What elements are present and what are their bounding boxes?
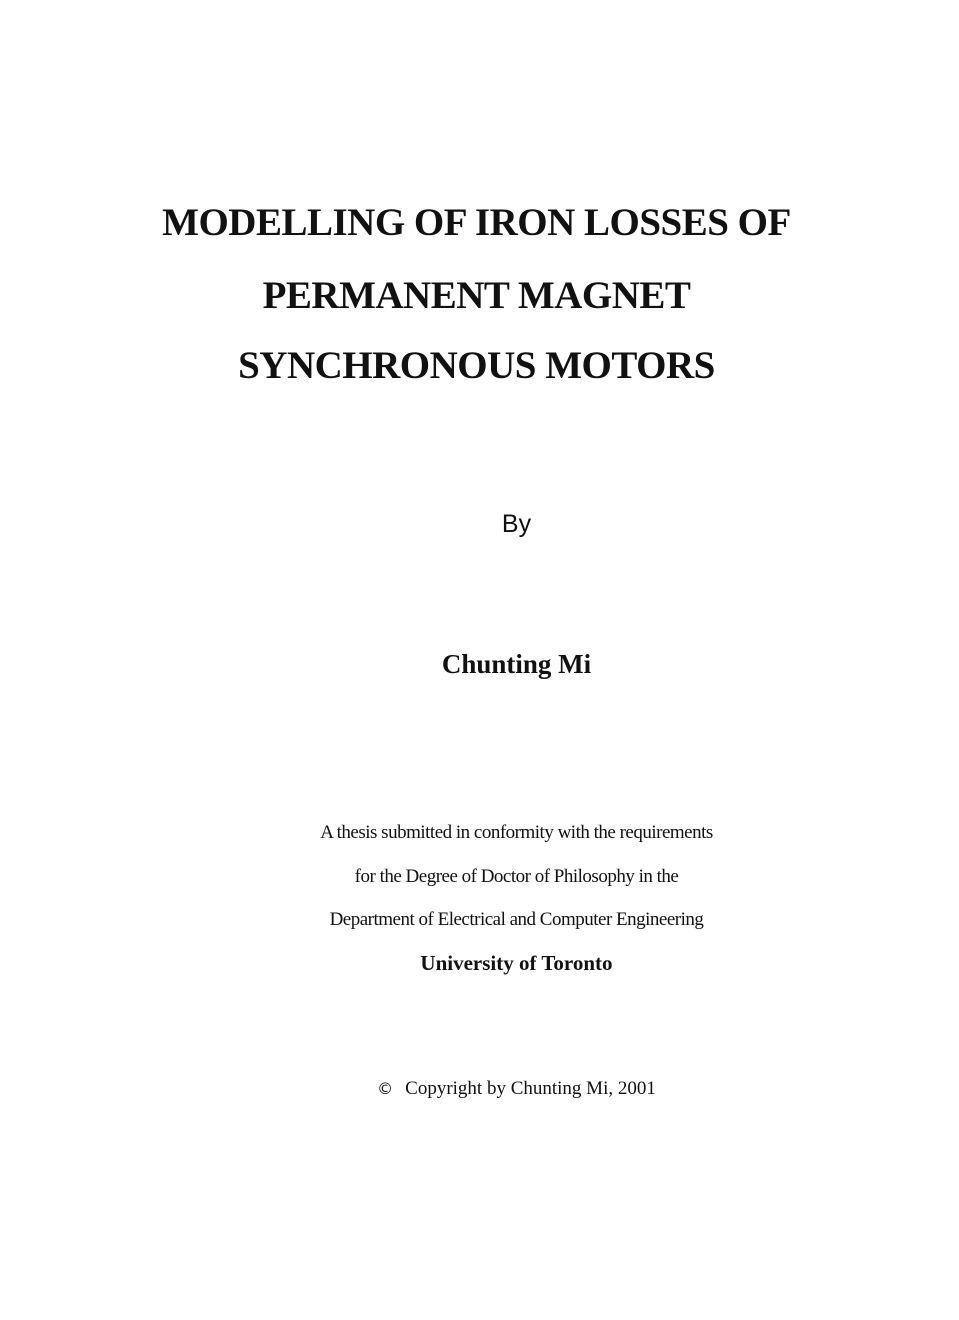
author-name: Chunting Mi [441, 649, 592, 679]
university-name: University of Toronto [420, 951, 613, 975]
copyright-icon: © [377, 1079, 394, 1098]
title-line-3: SYNCHRONOUS MOTORS [238, 344, 715, 387]
statement-line-2: for the Degree of Doctor of Philosophy in the [354, 866, 679, 887]
copyright-notice [37, 1078, 959, 1100]
statement-line-3: Department of Electrical and Computer Engineering [329, 909, 704, 930]
title-line-1: MODELLING OF IRON LOSSES OF [162, 201, 791, 244]
by-label: By [501, 510, 532, 538]
copyright-text: Copyright by Chunting Mi, 2001 [405, 1078, 656, 1099]
statement-line-1: A thesis submitted in conformity with the requirements [320, 822, 713, 843]
title-line-2: PERMANENT MAGNET [262, 274, 691, 317]
